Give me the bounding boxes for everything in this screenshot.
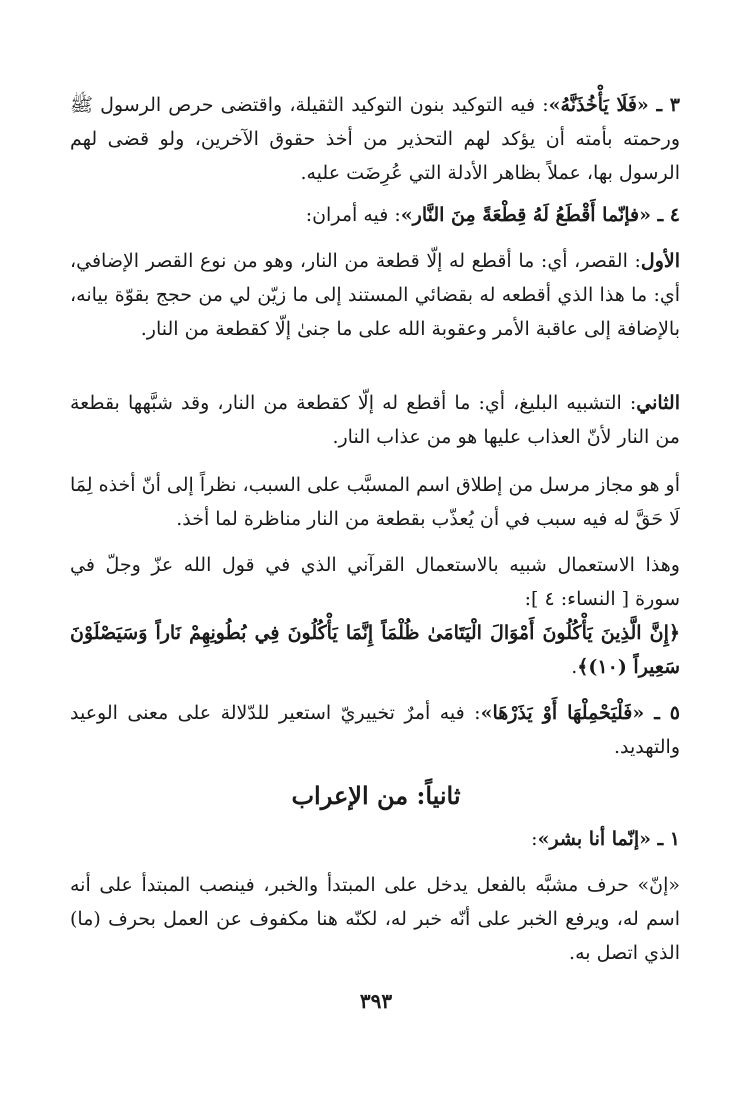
paragraph-first	[70, 244, 680, 346]
point-4-text: : فيه أمران:	[305, 204, 401, 226]
paragraph-inna	[70, 868, 680, 970]
second-lead: الثاني	[636, 392, 680, 414]
quran-verse: ﴿إِنَّ الَّذِينَ يَأْكُلُونَ أَمْوَالَ الْيَتَامَىٰ ظُلْمَاً إِنَّمَا يَأْكُلُونَ فِي بُطُونِهِمْ نَاراً وَسَيَصْلَوْنَ سَعِيراً (١٠)﴾	[70, 622, 680, 678]
paragraph-metaphor	[70, 468, 680, 536]
point-4-lead: ٤ ـ «فإنّما أَقْطَعُ لَهُ قِطْعَةً مِنَ النَّار»	[400, 204, 680, 226]
page-number: ٣٩٣	[359, 989, 393, 1013]
grammar-1-lead: ١ ـ «إنّما أنا بشر»	[537, 828, 680, 850]
section-heading: ثانياً: من الإعراب	[291, 781, 461, 810]
metaphor-text: أو هو مجاز مرسل من إطلاق اسم المسبَّب على السبب، نظراً إلى أنّ أخذه لِمَا لَا حَقَّ له فيه سبب في أن يُعذّب بقطعة من النار مناظرة لما أخذ.	[70, 474, 680, 530]
paragraph-point-3	[70, 88, 680, 190]
paragraph-verse	[70, 616, 680, 684]
second-text: : التشبيه البليغ، أي: ما أقطع له إلّا كقطعة من النار، وقد شبَّهها بقطعة من النار لأنّ العذاب عليها هو من عذاب النار.	[70, 392, 680, 448]
point-3-lead: ٣ ـ «فَلَا يَأْخُذَنَّهُ»	[548, 94, 680, 116]
first-text: : القصر، أي: ما أقطع له إلّا قطعة من النار، وهو من نوع القصر الإضافي، أي: ما هذا الذي أقطعه له بقضائي المستند إلى ما زيّن لي من حجج بقوّة بيانه، بالإضافة إلى عاقبة الأمر وعقوبة الله على ما جنىٰ إلّا كقطعة من النار.	[70, 250, 680, 340]
quran-usage-text: وهذا الاستعمال شبيه بالاستعمال القرآني الذي في قول الله عزّ وجلّ في سورة [ النساء: ٤ ]:	[70, 554, 680, 610]
paragraph-second	[70, 386, 680, 454]
paragraph-point-5	[70, 696, 680, 764]
paragraph-quran-usage	[70, 548, 680, 616]
point-3-text: : فيه التوكيد بنون التوكيد الثقيلة، واقتضى حرص الرسول ﷺ ورحمته بأمته أن يؤكد لهم التحذير من أخذ حقوق الآخرين، ولو قضى لهم الرسول بها، عملاً بظاهر الأدلة التي عُرِضَت عليه.	[70, 94, 680, 184]
point-5-text: : فيه أمرٌ تخييريّ استعير للدّلالة على معنى الوعيد والتهديد.	[70, 702, 680, 758]
point-5-lead: ٥ ـ «فَلْيَحْمِلْهَا أَوْ يَذَرْهَا»	[480, 702, 680, 724]
paragraph-point-4	[70, 198, 680, 232]
paragraph-grammar-1	[70, 822, 680, 856]
inna-text: «إنّ» حرف مشبَّه بالفعل يدخل على المبتدأ والخبر، فينصب المبتدأ على أنه اسم له، ويرفع الخبر على أنّه خبر له، لكنّه هنا مكفوف عن العمل بحرف (ما) الذي اتصل به.	[70, 874, 680, 964]
first-lead: الأول	[640, 250, 680, 272]
grammar-1-text: :	[531, 828, 538, 850]
verse-end: .	[571, 656, 578, 678]
